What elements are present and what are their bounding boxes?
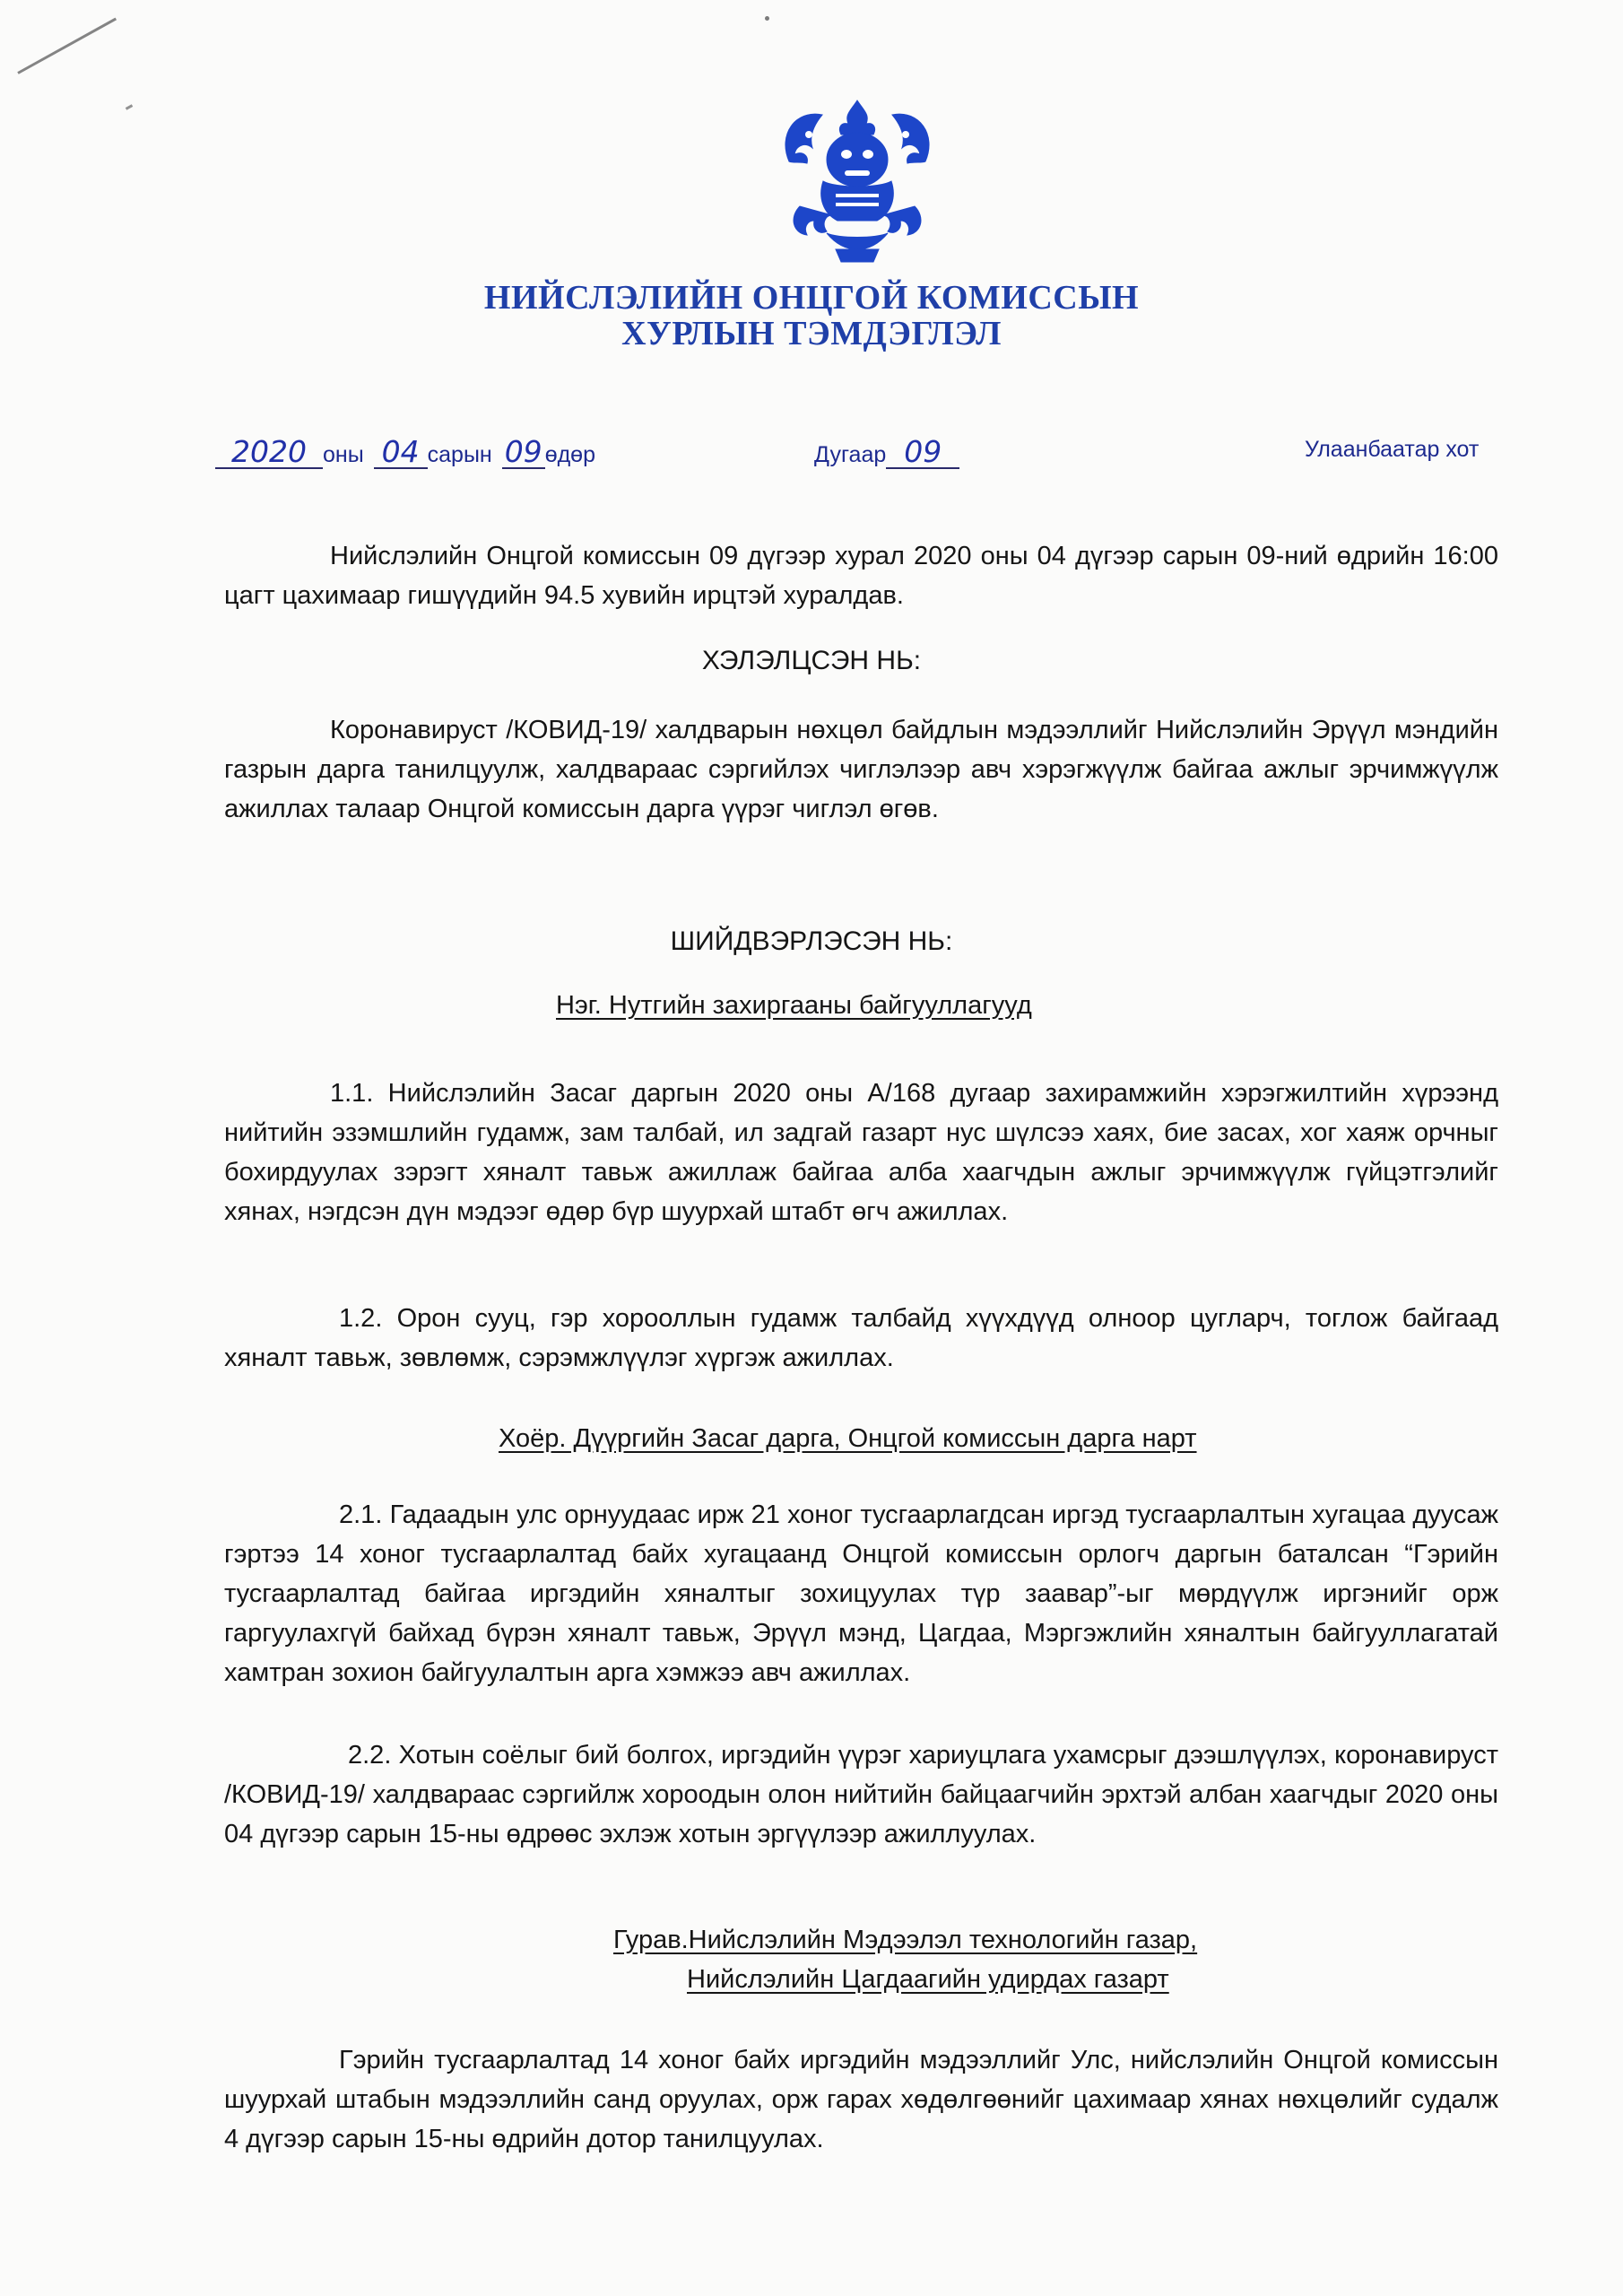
emblem-icon (773, 99, 942, 265)
item-2-1 (224, 1495, 1498, 1692)
document-title: НИЙСЛЭЛИЙН ОНЦГОЙ КОМИССЫН (483, 279, 1140, 317)
item-2-2-text: 2.2. Хотын соёлыг бий болгох, иргэдийн үүрэг хариуцлага ухамсрыг дээшлүүлэх, коронавируст /КОВИД-19/ халдвараас сэргийлж хороодын олон нийтийн байцаагчийн эрхтэй албан хаагчдыг 2020 оны 04 дүгээр сарын 15-ны өдрөөс эхлэж хотын эргүүлээр ажиллуулах. (224, 1741, 1498, 1848)
paper-speck (765, 16, 769, 21)
item-2-1-text: 2.1. Гадаадын улс орнуудаас ирж 21 хоног тусгаарлагдсан иргэд тусгаарлалтын хугацаа дуусаж гэртээ 14 хоног тусгаарлалтад байх хугацаанд Онцгой комиссын орлогч даргын баталсан “Гэрийн тусгаарлалтад байгаа иргэдийн хяналтыг зохицуулах түр заавар”-ыг мөрдүүлж иргэнийг орж гаргуулахгүй байхад бүрэн хяналт тавьж, Эрүүл мэнд, Цагдаа, Мэргэжлийн хяналтын байгууллагатай хамтран зохион байгуулалтын арга хэмжээ авч ажиллах. (224, 1500, 1498, 1687)
item-2-2 (224, 1735, 1498, 1854)
handwritten-year: 2020 (215, 437, 323, 469)
discussed-heading: ХЭЛЭЛЦСЭН НЬ: (701, 646, 922, 675)
handwritten-number: 09 (886, 437, 959, 469)
handwritten-day: 09 (502, 437, 545, 469)
item-3 (224, 2040, 1498, 2159)
city-label: Улаанбаатар хот (1305, 437, 1480, 462)
discussed-text: Коронавируст /КОВИД-19/ халдварын нөхцөл байдлын мэдээллийг Нийслэлийн Эрүүл мэндийн газрын дарга танилцуулж, халдвараас сэргийлэх чиглэлээр авч хэрэгжүүлж байгаа ажлыг эрчимжүүлж ажиллах талаар Онцгой комиссын дарга үүрэг чиглэл өгөв. (224, 716, 1498, 823)
item-1-2-text: 1.2. Орон сууц, гэр хорооллын гудамж талбайд хүүхдүүд олноор цугларч, тоглож байгаад хяналт тавьж, зөвлөмж, сэрэмжлүүлэг хүргэж ажиллах. (224, 1304, 1498, 1372)
number-line (814, 434, 959, 469)
scan-mark (126, 104, 133, 110)
section3-title-line2: Нийслэлийн Цагдаагийн удирдах газарт (687, 1965, 1169, 1994)
handwritten-month: 04 (374, 437, 428, 469)
item-3-text: Гэрийн тусгаарлалтад 14 хоног байх иргэдийн мэдээллийг Улс, нийслэлийн Онцгой комиссын шуурхай штабын мэдээллийн санд оруулах, орж гарах хөдөлгөөнийг цахимаар хянах нөхцөлийг судалж 4 дүгээр сарын 15-ны өдрийн дотор танилцуулах. (224, 2046, 1498, 2153)
scan-mark (17, 18, 117, 74)
intro-text: Нийслэлийн Онцгой комиссын 09 дүгээр хурал 2020 оны 04 дүгээр сарын 09-ний өдрийн 16:00 цагт цахимаар гишүүдийн 94.5 хувийн ирцтэй хуралдав. (224, 542, 1498, 610)
section1-title: Нэг. Нутгийн захиргааны байгууллагууд (556, 991, 1032, 1020)
day-suffix: өдөр (544, 442, 595, 467)
month-suffix: сарын (427, 442, 492, 467)
document-subtitle: ХУРЛЫН ТЭМДЭГЛЭЛ (621, 315, 1002, 352)
decided-heading: ШИЙДВЭРЛЭСЭН НЬ: (670, 926, 953, 956)
date-line (215, 434, 595, 469)
section3-title-line1: Гурав.Нийслэлийн Мэдээлэл технологийн газар, (613, 1926, 1198, 1954)
number-label: Дугаар (814, 442, 887, 467)
discussed-paragraph (224, 710, 1498, 829)
item-1-1-text: 1.1. Нийслэлийн Засаг даргын 2020 оны А/168 дугаар захирамжийн хэрэгжилтийн хүрээнд нийтийн эзэмшлийн гудамж, зам талбай, ил задгай газарт нус шүлсээ хаях, бие засах, хог хаяж орчныг бохирдуулах зэрэгт хяналт тавьж ажиллаж байгаа алба хаагчдын ажлыг эрчимжүүлж гүйцэтгэлийг хянах, нэгдсэн дүн мэдээг өдөр бүр шуурхай штабт өгч ажиллах. (224, 1079, 1498, 1226)
year-suffix: оны (323, 442, 364, 467)
item-1-2 (224, 1299, 1498, 1378)
intro-paragraph (224, 536, 1498, 615)
section2-title: Хоёр. Дүүргийн Засаг дарга, Онцгой комиссын дарга нарт (499, 1424, 1197, 1453)
item-1-1 (224, 1074, 1498, 1231)
